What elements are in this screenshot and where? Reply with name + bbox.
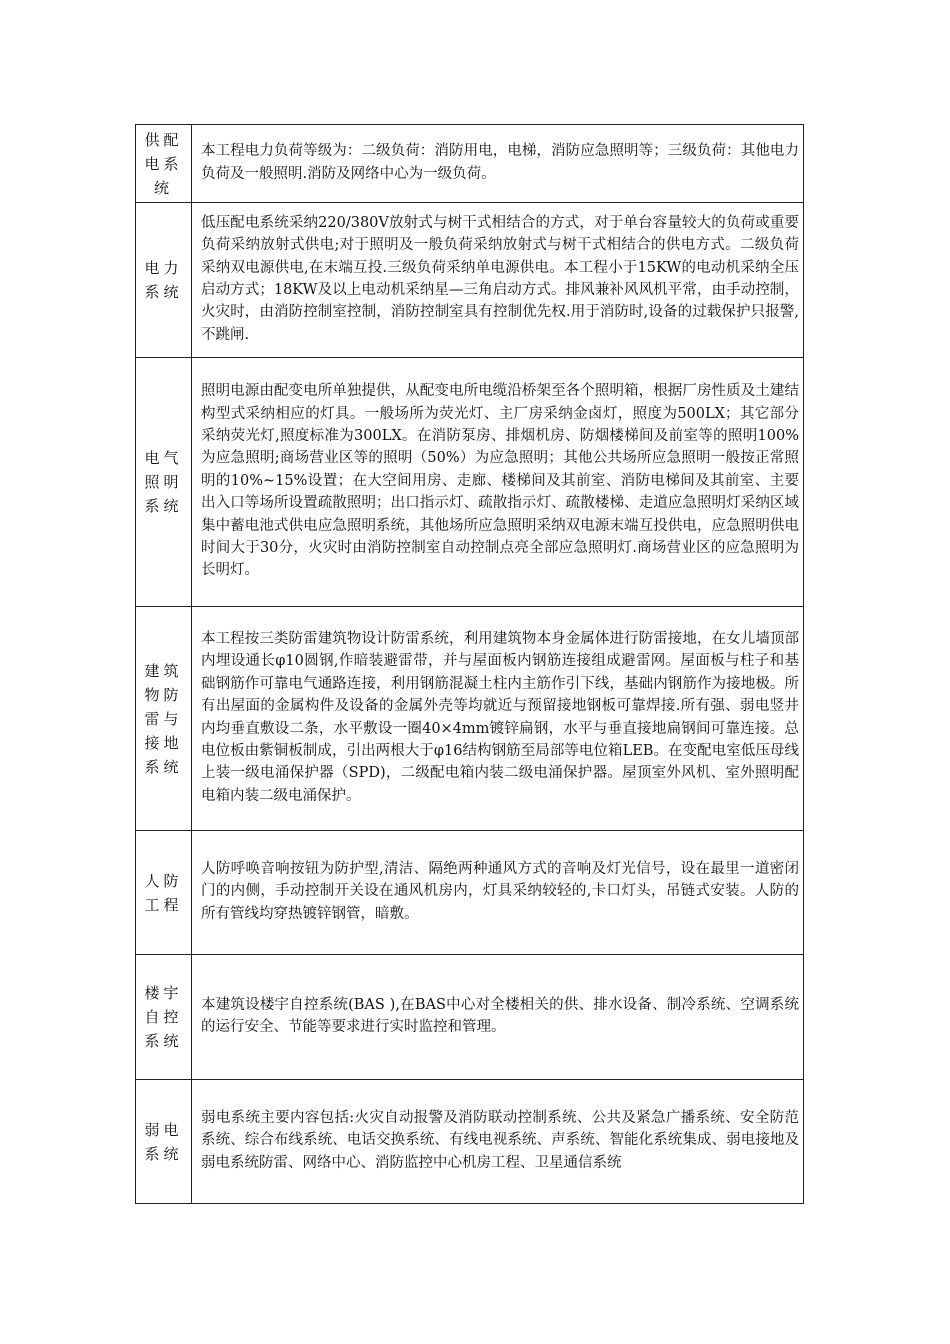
row-label: 建筑物防雷与接地系统 (136, 607, 192, 831)
row-content: 照明电源由配变电所单独提供，从配变电所电缆沿桥架至各个照明箱，根据厂房性质及土建结构型式采纳相应的灯具。一般场所为荧光灯、主厂房采纳金卤灯，照度为500LX；其它部分采纳荧光灯,照度标准为300LX。在消防泵房、排烟机房、防烟楼梯间及前室等的照明100%为应急照明;商场营业区等的照明（50%）为应急照明；其他公共场所应急照明一般按正常照明的10%~15%设置；在大空间用房、走廊、楼梯间及其前室、消防电梯间及其前室、主要出入口等场所设置疏散照明；出口指示灯、疏散指示灯、疏散楼梯、走道应急照明灯采纳区域集中蓄电池式供电应急照明系统，其他场所应急照明采纳双电源末端互投供电，应急照明供电时间大于30分，火灾时由消防控制室自动控制点亮全部应急照明灯.商场营业区的应急照明为长明灯。 (192, 358, 804, 607)
spec-table (135, 124, 804, 1204)
row-content: 本建筑设楼宇自控系统(BAS ),在BAS中心对全楼相关的供、排水设备、制冷系统、空调系统的运行安全、节能等要求进行实时监控和管理。 (192, 955, 804, 1080)
row-content: 本工程电力负荷等级为：二级负荷：消防用电，电梯，消防应急照明等；三级负荷：其他电力负荷及一般照明.消防及网络中心为一级负荷。 (192, 125, 804, 203)
row-label: 电气照明系统 (136, 358, 192, 607)
row-content: 人防呼唤音响按钮为防护型,清洁、隔绝两种通风方式的音响及灯光信号，设在最里一道密闭门的内侧，手动控制开关设在通风机房内，灯具采纳较轻的,卡口灯头，吊链式安装。人防的所有管线均穿热镀锌钢管，暗敷。 (192, 831, 804, 955)
table-row (136, 125, 804, 203)
table-row (136, 607, 804, 831)
row-label: 弱电系统 (136, 1080, 192, 1204)
row-label: 供配电系统 (136, 125, 192, 203)
table-row (136, 831, 804, 955)
table-row (136, 203, 804, 358)
row-label: 电力系统 (136, 203, 192, 358)
row-content: 弱电系统主要内容包括:火灾自动报警及消防联动控制系统、公共及紧急广播系统、安全防范系统、综合布线系统、电话交换系统、有线电视系统、声系统、智能化系统集成、弱电接地及弱电系统防雷、网络中心、消防监控中心机房工程、卫星通信系统 (192, 1080, 804, 1204)
row-label: 楼宇自控系统 (136, 955, 192, 1080)
table-row (136, 955, 804, 1080)
row-content: 低压配电系统采纳220/380V放射式与树干式相结合的方式，对于单台容量较大的负荷或重要负荷采纳放射式供电;对于照明及一般负荷采纳放射式与树干式相结合的供电方式。二级负荷采纳双电源供电,在末端互投.三级负荷采纳单电源供电。本工程小于15KW的电动机采纳全压启动方式；18KW及以上电动机采纳星—三角启动方式。排风兼补风风机平常，由手动控制，火灾时，由消防控制室控制，消防控制室具有控制优先权.用于消防时,设备的过载保护只报警,不跳闸. (192, 203, 804, 358)
row-content: 本工程按三类防雷建筑物设计防雷系统，利用建筑物本身金属体进行防雷接地，在女儿墙顶部内埋设通长φ10圆钢,作暗装避雷带，并与屋面板内钢筋连接组成避雷网。屋面板与柱子和基础钢筋作可靠电气通路连接，利用钢筋混凝土柱内主筋作引下线，基础内钢筋作为接地极。所有出屋面的金属构件及设备的金属外壳等均就近与预留接地钢板可靠焊接.所有强、弱电竖井内均垂直敷设二条，水平敷设一圈40×4mm镀锌扁钢，水平与垂直接地扁钢间可靠连接。总电位板由紫铜板制成，引出两根大于φ16结构钢筋至局部等电位箱LEB。在变配电室低压母线上装一级电涌保护器（SPD)，二级配电箱内装二级电涌保护器。屋顶室外风机、室外照明配电箱内装二级电涌保护。 (192, 607, 804, 831)
row-label: 人防工程 (136, 831, 192, 955)
table-row (136, 358, 804, 607)
table-row (136, 1080, 804, 1204)
